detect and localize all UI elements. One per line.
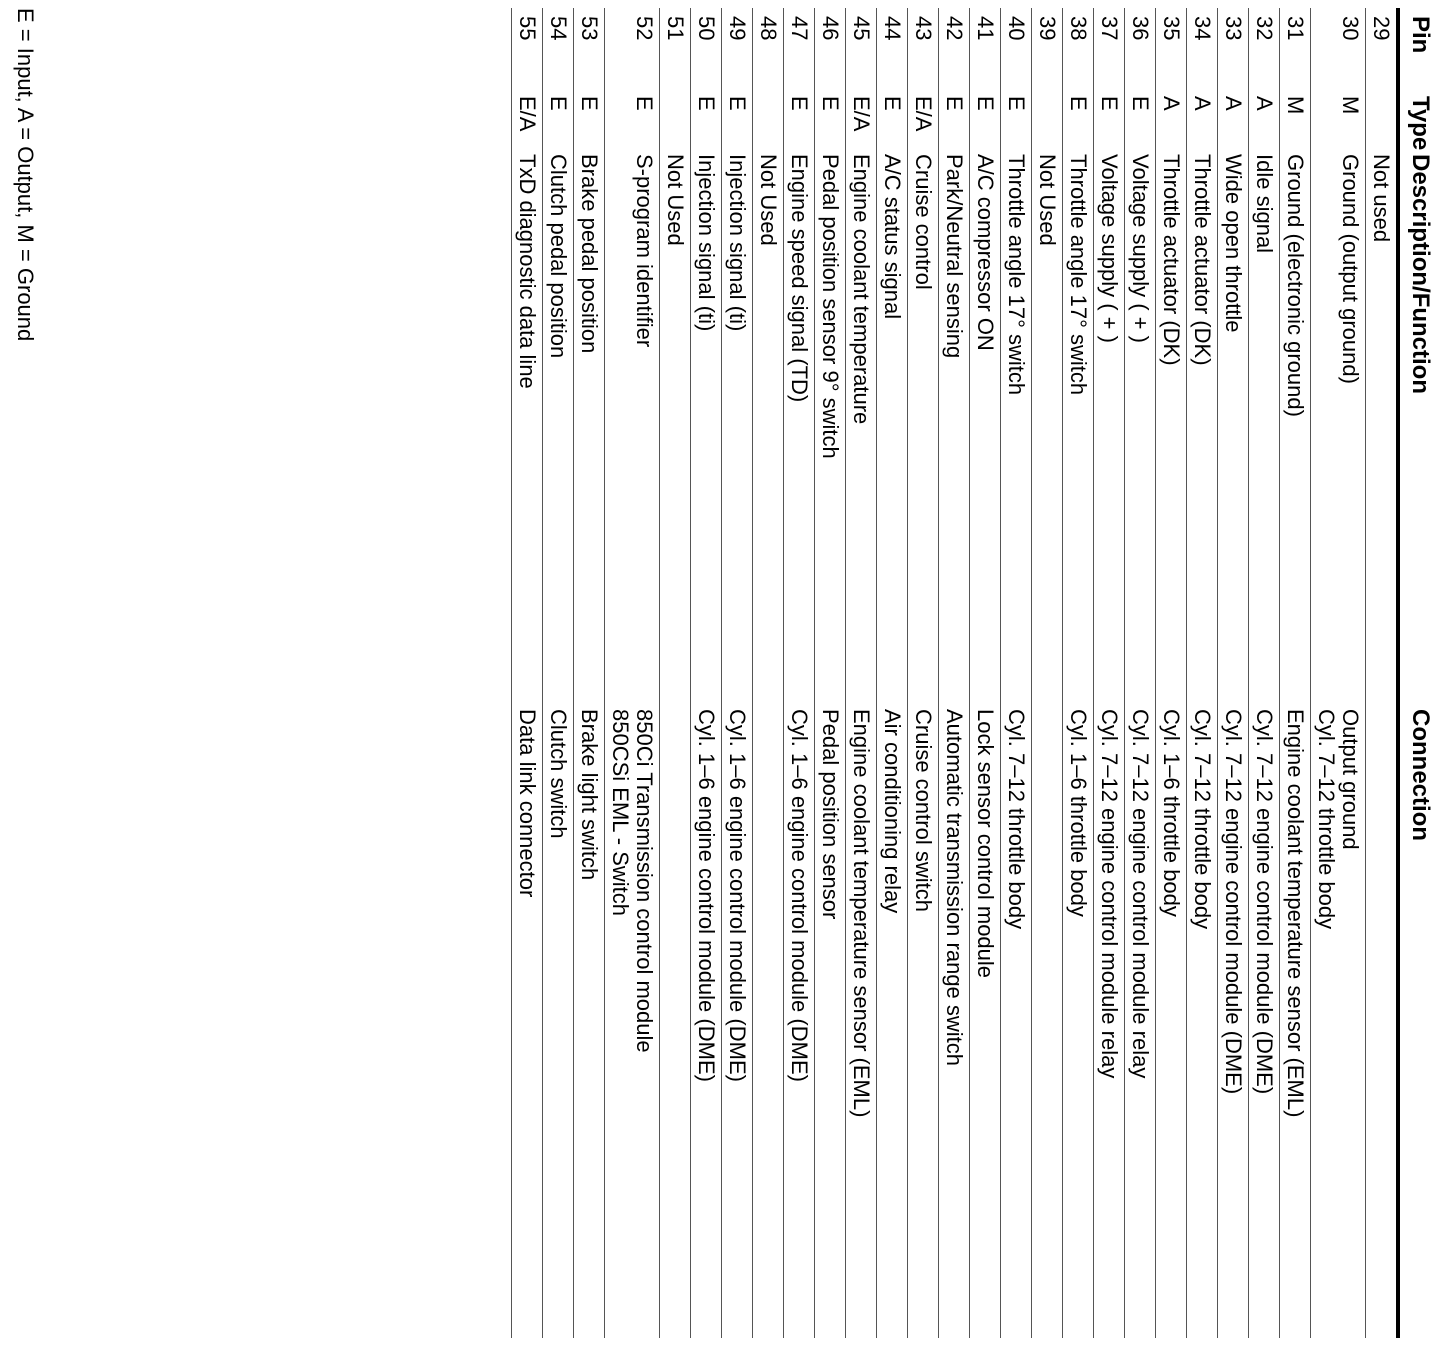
connection-line: Cyl. 7–12 engine control module relay <box>1097 709 1122 1079</box>
connection-cell <box>1311 709 1366 1338</box>
pin-cell: 51 <box>660 8 691 96</box>
pin-cell: 47 <box>784 8 815 96</box>
table-row <box>877 8 908 1338</box>
type-cell: E <box>1094 96 1125 154</box>
table-row <box>1218 8 1249 1338</box>
type-cell: E <box>815 96 846 154</box>
connection-line: Cyl. 1–6 throttle body <box>1066 709 1091 917</box>
connection-cell <box>543 709 574 1338</box>
connection-cell <box>574 709 605 1338</box>
connection-cell <box>1249 709 1280 1338</box>
description-cell: A/C status signal <box>877 154 908 709</box>
type-cell: E <box>784 96 815 154</box>
table-row <box>1001 8 1032 1338</box>
connection-cell <box>846 709 877 1338</box>
pin-cell: 39 <box>1032 8 1063 96</box>
table-row <box>1280 8 1311 1338</box>
connection-cell <box>1218 709 1249 1338</box>
table-row <box>784 8 815 1338</box>
description-cell: Not Used <box>753 154 784 709</box>
connection-cell <box>1063 709 1094 1338</box>
table-row <box>691 8 722 1338</box>
description-cell: Pedal position sensor 9° switch <box>815 154 846 709</box>
table-row <box>1249 8 1280 1338</box>
pin-cell: 38 <box>1063 8 1094 96</box>
table-row <box>1032 8 1063 1338</box>
description-cell: S-program identifier <box>605 154 660 709</box>
table-row <box>970 8 1001 1338</box>
table-row <box>543 8 574 1338</box>
type-cell: E <box>970 96 1001 154</box>
connection-line: Cyl. 7–12 throttle body <box>1314 709 1339 930</box>
connection-line: Pedal position sensor <box>818 709 843 920</box>
table-row <box>753 8 784 1338</box>
connection-line: Data link connector <box>515 709 540 898</box>
description-cell: Throttle angle 17° switch <box>1001 154 1032 709</box>
pin-cell: 33 <box>1218 8 1249 96</box>
connection-line: Cyl. 7–12 engine control module (DME) <box>1221 709 1246 1095</box>
type-cell: E <box>722 96 753 154</box>
connection-cell <box>1032 709 1063 1338</box>
connection-line: 850CSi EML - Switch <box>608 709 633 917</box>
connection-cell <box>722 709 753 1338</box>
description-cell: Injection signal (ti) <box>691 154 722 709</box>
connection-cell <box>815 709 846 1338</box>
connection-line: Clutch switch <box>546 709 571 839</box>
pin-cell: 54 <box>543 8 574 96</box>
connection-line: Cyl. 7–12 engine control module (DME) <box>1252 709 1277 1095</box>
connection-line: 850Ci Transmission control module <box>632 709 657 1053</box>
connection-line: Cyl. 1–6 engine control module (DME) <box>725 709 750 1082</box>
type-cell: A <box>1156 96 1187 154</box>
pin-cell: 50 <box>691 8 722 96</box>
legend: E = Input, A = Output, M = Ground <box>13 8 38 342</box>
pin-cell: 52 <box>605 8 660 96</box>
table-row <box>605 8 660 1338</box>
connection-cell <box>1366 709 1399 1338</box>
type-cell: E <box>1001 96 1032 154</box>
pin-cell: 35 <box>1156 8 1187 96</box>
table-row <box>1094 8 1125 1338</box>
pin-cell: 43 <box>908 8 939 96</box>
connection-cell <box>908 709 939 1338</box>
table-row <box>1063 8 1094 1338</box>
type-cell: A <box>1187 96 1218 154</box>
description-cell: Clutch pedal position <box>543 154 574 709</box>
pin-cell: 31 <box>1280 8 1311 96</box>
pin-cell: 37 <box>1094 8 1125 96</box>
pin-cell: 32 <box>1249 8 1280 96</box>
connection-cell <box>1001 709 1032 1338</box>
type-cell: E <box>939 96 970 154</box>
connection-line: Output ground <box>1338 709 1363 850</box>
pin-cell: 46 <box>815 8 846 96</box>
type-cell: E <box>691 96 722 154</box>
description-cell: Engine coolant temperature <box>846 154 877 709</box>
table-row <box>1187 8 1218 1338</box>
type-cell <box>1032 96 1063 154</box>
description-cell: Not Used <box>660 154 691 709</box>
connection-line: Cruise control switch <box>911 709 936 912</box>
description-cell: Throttle actuator (DK) <box>1156 154 1187 709</box>
table-row <box>939 8 970 1338</box>
connection-cell <box>1280 709 1311 1338</box>
header-row <box>1398 8 1440 1338</box>
header-pin: Pin <box>1398 8 1440 96</box>
type-cell: A <box>1218 96 1249 154</box>
pin-cell: 49 <box>722 8 753 96</box>
connection-line: Engine coolant temperature sensor (EML) <box>1283 709 1308 1118</box>
type-cell: E <box>605 96 660 154</box>
description-cell: Throttle angle 17° switch <box>1063 154 1094 709</box>
pin-cell: 30 <box>1311 8 1366 96</box>
connection-line: Automatic transmission range switch <box>942 709 967 1067</box>
connection-cell <box>512 709 543 1338</box>
connection-cell <box>784 709 815 1338</box>
header-type: Type <box>1398 96 1440 154</box>
table-row <box>512 8 543 1338</box>
connection-line: Brake light switch <box>577 709 602 881</box>
pin-cell: 34 <box>1187 8 1218 96</box>
type-cell <box>1366 96 1399 154</box>
table-row <box>1125 8 1156 1338</box>
table-row <box>1366 8 1399 1338</box>
table-row <box>1156 8 1187 1338</box>
table-row <box>815 8 846 1338</box>
description-cell: Wide open throttle <box>1218 154 1249 709</box>
type-cell: A <box>1249 96 1280 154</box>
pin-cell: 55 <box>512 8 543 96</box>
pin-cell: 44 <box>877 8 908 96</box>
type-cell: E <box>1125 96 1156 154</box>
pin-cell: 36 <box>1125 8 1156 96</box>
type-cell <box>660 96 691 154</box>
connection-cell <box>1125 709 1156 1338</box>
type-cell <box>753 96 784 154</box>
header-connection: Connection <box>1398 709 1440 1338</box>
connection-cell <box>1156 709 1187 1338</box>
pin-table <box>511 8 1440 1338</box>
description-cell: Cruise control <box>908 154 939 709</box>
description-cell: Not used <box>1366 154 1399 709</box>
type-cell: E <box>543 96 574 154</box>
description-cell: Brake pedal position <box>574 154 605 709</box>
connection-line: Cyl. 7–12 throttle body <box>1004 709 1029 930</box>
connection-line: Cyl. 1–6 engine control module (DME) <box>694 709 719 1082</box>
type-cell: E/A <box>846 96 877 154</box>
table-row <box>722 8 753 1338</box>
connection-cell <box>970 709 1001 1338</box>
pin-cell: 29 <box>1366 8 1399 96</box>
connection-line: Cyl. 7–12 throttle body <box>1190 709 1215 930</box>
pin-cell: 53 <box>574 8 605 96</box>
pin-cell: 45 <box>846 8 877 96</box>
connection-cell <box>691 709 722 1338</box>
connection-cell <box>1187 709 1218 1338</box>
description-cell: Voltage supply ( + ) <box>1094 154 1125 709</box>
connection-cell <box>877 709 908 1338</box>
pin-cell: 40 <box>1001 8 1032 96</box>
table-row <box>660 8 691 1338</box>
description-cell: Park/Neutral sensing <box>939 154 970 709</box>
description-cell: A/C compressor ON <box>970 154 1001 709</box>
type-cell: M <box>1311 96 1366 154</box>
type-cell: E/A <box>512 96 543 154</box>
description-cell: Ground (output ground) <box>1311 154 1366 709</box>
description-cell: Not Used <box>1032 154 1063 709</box>
description-cell: TxD diagnostic data line <box>512 154 543 709</box>
connection-line: Air conditioning relay <box>880 709 905 914</box>
connection-line: Cyl. 7–12 engine control module relay <box>1128 709 1153 1079</box>
type-cell: E/A <box>908 96 939 154</box>
connection-cell <box>660 709 691 1338</box>
description-cell: Ground (electronic ground) <box>1280 154 1311 709</box>
table-row <box>1311 8 1366 1338</box>
type-cell: E <box>1063 96 1094 154</box>
connection-cell <box>1094 709 1125 1338</box>
type-cell: E <box>877 96 908 154</box>
header-description: Description/Function <box>1398 154 1440 709</box>
connection-line: Lock sensor control module <box>973 709 998 979</box>
pin-cell: 48 <box>753 8 784 96</box>
connection-cell <box>939 709 970 1338</box>
type-cell: M <box>1280 96 1311 154</box>
connection-cell <box>753 709 784 1338</box>
description-cell: Throttle actuator (DK) <box>1187 154 1218 709</box>
connection-line: Engine coolant temperature sensor (EML) <box>849 709 874 1118</box>
description-cell: Engine speed signal (TD) <box>784 154 815 709</box>
pin-cell: 41 <box>970 8 1001 96</box>
description-cell: Injection signal (ti) <box>722 154 753 709</box>
table-row <box>574 8 605 1338</box>
table-row <box>908 8 939 1338</box>
connection-cell <box>605 709 660 1338</box>
connection-line: Cyl. 1–6 engine control module (DME) <box>787 709 812 1082</box>
pin-cell: 42 <box>939 8 970 96</box>
description-cell: Idle signal <box>1249 154 1280 709</box>
description-cell: Voltage supply ( + ) <box>1125 154 1156 709</box>
type-cell: E <box>574 96 605 154</box>
connection-line: Cyl. 1–6 throttle body <box>1159 709 1184 917</box>
table-row <box>846 8 877 1338</box>
table-body <box>512 8 1399 1338</box>
